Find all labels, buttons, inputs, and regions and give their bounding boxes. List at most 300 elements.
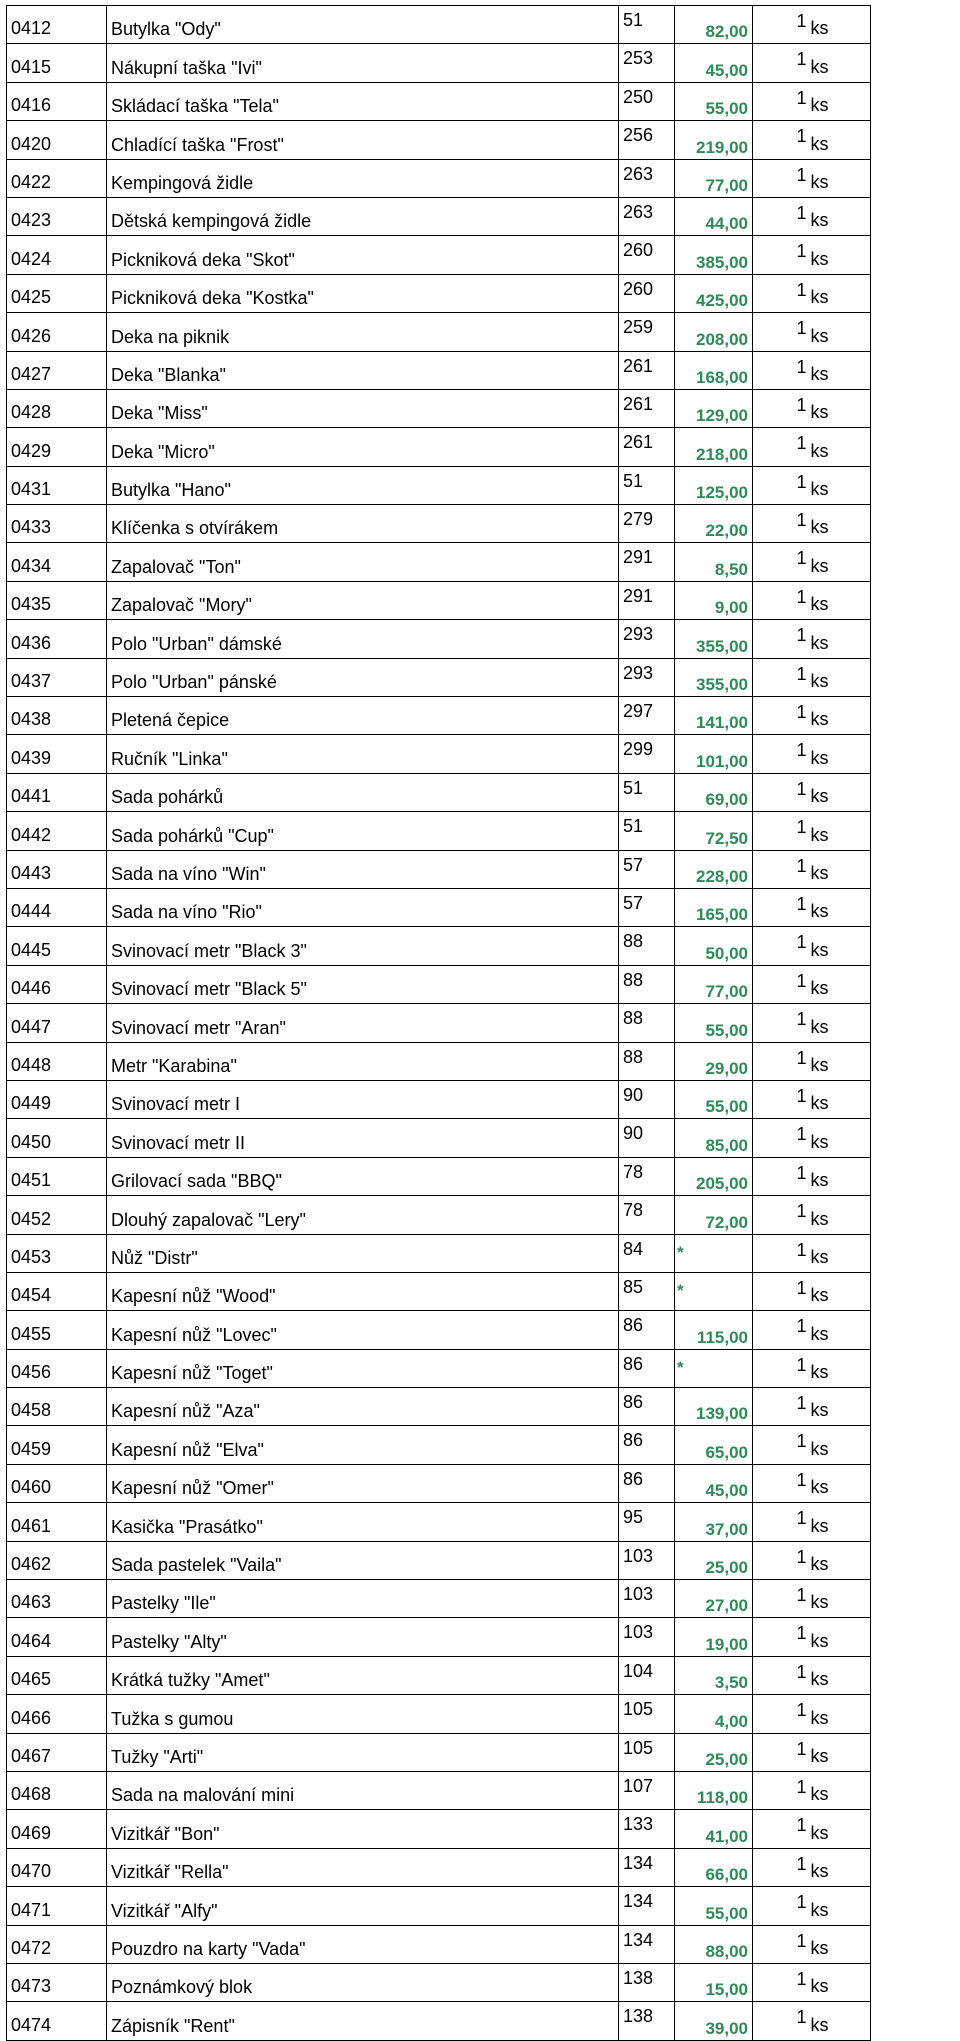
price-cell: 3,50 [675,1656,753,1694]
catalog-page-cell: 57 [619,850,675,888]
quantity-cell: 1 [753,1848,808,1886]
item-name-cell: Sada pohárků "Cup" [107,812,619,850]
catalog-page-cell: 51 [619,466,675,504]
table-row [7,1963,871,2001]
table-row [7,1925,871,1963]
item-name-cell: Zapalovač "Ton" [107,543,619,581]
item-name-cell: Kapesní nůž "Aza" [107,1388,619,1426]
catalog-page-cell: 103 [619,1618,675,1656]
quantity-cell: 1 [753,1004,808,1042]
unit-cell: ks [808,581,871,619]
item-name-cell: Pickniková deka "Skot" [107,236,619,274]
item-name-cell: Skládací taška "Tela" [107,82,619,120]
price-cell: 125,00 [675,466,753,504]
price-cell: 208,00 [675,313,753,351]
item-name-cell: Vizitkář "Rella" [107,1848,619,1886]
table-row [7,1695,871,1733]
item-code-cell: 0445 [7,927,107,965]
table-row [7,773,871,811]
table-row [7,1349,871,1387]
price-cell: 168,00 [675,351,753,389]
item-name-cell: Svinovací metr "Aran" [107,1004,619,1042]
unit-cell: ks [808,812,871,850]
unit-cell: ks [808,428,871,466]
price-cell: 65,00 [675,1426,753,1464]
item-name-cell: Metr "Karabina" [107,1042,619,1080]
unit-cell: ks [808,351,871,389]
item-name-cell: Svinovací metr "Black 3" [107,927,619,965]
table-row [7,1503,871,1541]
item-name-cell: Klíčenka s otvírákem [107,505,619,543]
price-cell: 72,00 [675,1196,753,1234]
quantity-cell: 1 [753,1272,808,1310]
item-code-cell: 0441 [7,773,107,811]
quantity-cell: 1 [753,1388,808,1426]
table-row [7,505,871,543]
table-row [7,6,871,44]
unit-cell: ks [808,1196,871,1234]
price-cell: 88,00 [675,1925,753,1963]
catalog-page-cell: 263 [619,159,675,197]
quantity-cell: 1 [753,1695,808,1733]
item-name-cell: Kapesní nůž "Omer" [107,1464,619,1502]
item-code-cell: 0453 [7,1234,107,1272]
unit-cell: ks [808,1695,871,1733]
item-code-cell: 0468 [7,1771,107,1809]
unit-cell: ks [808,1388,871,1426]
table-row [7,1004,871,1042]
table-row [7,1656,871,1694]
item-name-cell: Polo "Urban" pánské [107,658,619,696]
item-name-cell: Sada na víno "Rio" [107,888,619,926]
item-name-cell: Nákupní taška "Ivi" [107,44,619,82]
item-code-cell: 0451 [7,1157,107,1195]
item-name-cell: Zápisník "Rent" [107,2002,619,2040]
quantity-cell: 1 [753,351,808,389]
price-cell: 15,00 [675,1963,753,2001]
catalog-page-cell: 105 [619,1695,675,1733]
item-code-cell: 0426 [7,313,107,351]
unit-cell: ks [808,1848,871,1886]
price-cell: 41,00 [675,1810,753,1848]
table-row [7,1311,871,1349]
item-name-cell: Svinovací metr II [107,1119,619,1157]
table-row [7,1771,871,1809]
unit-cell: ks [808,44,871,82]
item-name-cell: Pouzdro na karty "Vada" [107,1925,619,1963]
catalog-page-cell: 103 [619,1541,675,1579]
catalog-page-cell: 291 [619,543,675,581]
quantity-cell: 1 [753,658,808,696]
table-row [7,1848,871,1886]
item-code-cell: 0433 [7,505,107,543]
quantity-cell: 1 [753,1426,808,1464]
price-cell: 355,00 [675,620,753,658]
item-code-cell: 0422 [7,159,107,197]
table-row [7,697,871,735]
item-code-cell: 0450 [7,1119,107,1157]
item-name-cell: Svinovací metr I [107,1080,619,1118]
unit-cell: ks [808,1503,871,1541]
unit-cell: ks [808,236,871,274]
item-code-cell: 0416 [7,82,107,120]
price-cell: 55,00 [675,1004,753,1042]
quantity-cell: 1 [753,1580,808,1618]
price-cell: 4,00 [675,1695,753,1733]
quantity-cell: 1 [753,1234,808,1272]
catalog-page-cell: 95 [619,1503,675,1541]
item-name-cell: Pastelky "Alty" [107,1618,619,1656]
table-row [7,1119,871,1157]
table-row [7,658,871,696]
item-name-cell: Kasička "Prasátko" [107,1503,619,1541]
table-row [7,812,871,850]
table-row [7,1464,871,1502]
quantity-cell: 1 [753,6,808,44]
quantity-cell: 1 [753,1157,808,1195]
price-cell: 141,00 [675,697,753,735]
catalog-page-cell: 134 [619,1925,675,1963]
unit-cell: ks [808,965,871,1003]
item-name-cell: Svinovací metr "Black 5" [107,965,619,1003]
quantity-cell: 1 [753,543,808,581]
catalog-page-cell: 293 [619,658,675,696]
item-name-cell: Chladící taška "Frost" [107,121,619,159]
quantity-cell: 1 [753,274,808,312]
item-code-cell: 0449 [7,1080,107,1118]
item-code-cell: 0465 [7,1656,107,1694]
table-row [7,2002,871,2040]
price-cell: 9,00 [675,581,753,619]
catalog-page-cell: 134 [619,1887,675,1925]
quantity-cell: 1 [753,965,808,1003]
table-row [7,351,871,389]
table-row [7,1810,871,1848]
item-code-cell: 0458 [7,1388,107,1426]
item-code-cell: 0470 [7,1848,107,1886]
table-row [7,121,871,159]
quantity-cell: 1 [753,44,808,82]
quantity-cell: 1 [753,620,808,658]
unit-cell: ks [808,466,871,504]
catalog-page-cell: 78 [619,1196,675,1234]
price-cell: 27,00 [675,1580,753,1618]
catalog-page-cell: 261 [619,389,675,427]
item-name-cell: Kempingová židle [107,159,619,197]
item-name-cell: Tužky "Arti" [107,1733,619,1771]
price-cell: 228,00 [675,850,753,888]
catalog-page-cell: 88 [619,1042,675,1080]
table-row [7,965,871,1003]
unit-cell: ks [808,1771,871,1809]
item-code-cell: 0444 [7,888,107,926]
catalog-page-cell: 253 [619,44,675,82]
item-code-cell: 0415 [7,44,107,82]
item-code-cell: 0473 [7,1963,107,2001]
unit-cell: ks [808,2002,871,2040]
price-cell: 45,00 [675,44,753,82]
item-code-cell: 0439 [7,735,107,773]
unit-cell: ks [808,773,871,811]
quantity-cell: 1 [753,389,808,427]
item-name-cell: Sada na malování mini [107,1771,619,1809]
catalog-page-cell: 86 [619,1349,675,1387]
price-cell: 355,00 [675,658,753,696]
item-code-cell: 0436 [7,620,107,658]
quantity-cell: 1 [753,1503,808,1541]
unit-cell: ks [808,82,871,120]
item-name-cell: Vizitkář "Alfy" [107,1887,619,1925]
unit-cell: ks [808,1234,871,1272]
quantity-cell: 1 [753,812,808,850]
quantity-cell: 1 [753,1887,808,1925]
price-cell: 218,00 [675,428,753,466]
price-cell: 55,00 [675,1080,753,1118]
table-row [7,389,871,427]
catalog-page-cell: 88 [619,1004,675,1042]
quantity-cell: 1 [753,159,808,197]
item-code-cell: 0463 [7,1580,107,1618]
quantity-cell: 1 [753,1464,808,1502]
catalog-page-cell: 134 [619,1848,675,1886]
unit-cell: ks [808,620,871,658]
table-row [7,1196,871,1234]
table-row [7,1234,871,1272]
item-name-cell: Krátká tužky "Amet" [107,1656,619,1694]
item-code-cell: 0471 [7,1887,107,1925]
unit-cell: ks [808,197,871,235]
catalog-page-cell: 263 [619,197,675,235]
unit-cell: ks [808,1464,871,1502]
item-code-cell: 0427 [7,351,107,389]
table-row [7,735,871,773]
unit-cell: ks [808,159,871,197]
catalog-page-cell: 261 [619,351,675,389]
catalog-page-cell: 88 [619,927,675,965]
unit-cell: ks [808,1541,871,1579]
unit-cell: ks [808,1349,871,1387]
table-row [7,1887,871,1925]
unit-cell: ks [808,1925,871,1963]
catalog-page-cell: 259 [619,313,675,351]
quantity-cell: 1 [753,850,808,888]
catalog-page-cell: 90 [619,1119,675,1157]
unit-cell: ks [808,1157,871,1195]
item-name-cell: Dětská kempingová židle [107,197,619,235]
item-name-cell: Butylka "Hano" [107,466,619,504]
unit-cell: ks [808,697,871,735]
item-code-cell: 0424 [7,236,107,274]
catalog-page-cell: 105 [619,1733,675,1771]
item-code-cell: 0431 [7,466,107,504]
price-cell: 44,00 [675,197,753,235]
quantity-cell: 1 [753,1196,808,1234]
item-name-cell: Zapalovač "Mory" [107,581,619,619]
item-name-cell: Kapesní nůž "Wood" [107,1272,619,1310]
price-cell: 139,00 [675,1388,753,1426]
table-row [7,1733,871,1771]
item-code-cell: 0452 [7,1196,107,1234]
table-row [7,82,871,120]
table-row [7,1388,871,1426]
price-cell: 8,50 [675,543,753,581]
unit-cell: ks [808,1656,871,1694]
price-cell: 19,00 [675,1618,753,1656]
catalog-page-cell: 51 [619,6,675,44]
table-row [7,274,871,312]
price-cell: * [675,1349,753,1387]
item-code-cell: 0423 [7,197,107,235]
quantity-cell: 1 [753,1541,808,1579]
item-name-cell: Vizitkář "Bon" [107,1810,619,1848]
quantity-cell: 1 [753,927,808,965]
catalog-page-cell: 107 [619,1771,675,1809]
unit-cell: ks [808,1887,871,1925]
price-cell: 72,50 [675,812,753,850]
item-code-cell: 0474 [7,2002,107,2040]
quantity-cell: 1 [753,773,808,811]
table-row [7,197,871,235]
unit-cell: ks [808,6,871,44]
item-code-cell: 0460 [7,1464,107,1502]
item-code-cell: 0429 [7,428,107,466]
table-row [7,1080,871,1118]
price-cell: 101,00 [675,735,753,773]
quantity-cell: 1 [753,1733,808,1771]
unit-cell: ks [808,888,871,926]
table-row [7,1157,871,1195]
item-code-cell: 0447 [7,1004,107,1042]
price-cell: 165,00 [675,888,753,926]
quantity-cell: 1 [753,1042,808,1080]
table-row [7,620,871,658]
item-name-cell: Dlouhý zapalovač "Lery" [107,1196,619,1234]
catalog-page-cell: 260 [619,236,675,274]
unit-cell: ks [808,1272,871,1310]
table-row [7,236,871,274]
item-code-cell: 0455 [7,1311,107,1349]
price-cell: 118,00 [675,1771,753,1809]
price-cell: 22,00 [675,505,753,543]
item-name-cell: Grilovací sada "BBQ" [107,1157,619,1195]
price-cell: 29,00 [675,1042,753,1080]
table-row [7,159,871,197]
catalog-page-cell: 85 [619,1272,675,1310]
item-name-cell: Pickniková deka "Kostka" [107,274,619,312]
item-name-cell: Butylka "Ody" [107,6,619,44]
price-cell: 385,00 [675,236,753,274]
table-row [7,1580,871,1618]
table-row [7,466,871,504]
quantity-cell: 1 [753,1119,808,1157]
quantity-cell: 1 [753,1080,808,1118]
item-code-cell: 0456 [7,1349,107,1387]
quantity-cell: 1 [753,197,808,235]
quantity-cell: 1 [753,428,808,466]
item-name-cell: Deka na piknik [107,313,619,351]
price-cell: 129,00 [675,389,753,427]
quantity-cell: 1 [753,1656,808,1694]
table-row [7,1541,871,1579]
quantity-cell: 1 [753,1963,808,2001]
item-code-cell: 0466 [7,1695,107,1733]
catalog-page-cell: 138 [619,2002,675,2040]
item-name-cell: Kapesní nůž "Elva" [107,1426,619,1464]
catalog-page-cell: 57 [619,888,675,926]
unit-cell: ks [808,850,871,888]
price-cell: 205,00 [675,1157,753,1195]
unit-cell: ks [808,1004,871,1042]
quantity-cell: 1 [753,236,808,274]
unit-cell: ks [808,1733,871,1771]
table-row [7,888,871,926]
table-row [7,1272,871,1310]
table-row [7,313,871,351]
item-name-cell: Kapesní nůž "Lovec" [107,1311,619,1349]
price-cell: 85,00 [675,1119,753,1157]
item-name-cell: Kapesní nůž "Toget" [107,1349,619,1387]
table-row [7,428,871,466]
unit-cell: ks [808,121,871,159]
item-name-cell: Tužka s gumou [107,1695,619,1733]
catalog-page-cell: 51 [619,812,675,850]
price-cell: 425,00 [675,274,753,312]
unit-cell: ks [808,543,871,581]
catalog-page-cell: 261 [619,428,675,466]
catalog-page-cell: 84 [619,1234,675,1272]
catalog-page-cell: 78 [619,1157,675,1195]
item-code-cell: 0454 [7,1272,107,1310]
item-code-cell: 0420 [7,121,107,159]
item-name-cell: Pastelky "Ile" [107,1580,619,1618]
item-name-cell: Deka "Blanka" [107,351,619,389]
unit-cell: ks [808,1119,871,1157]
item-code-cell: 0448 [7,1042,107,1080]
item-code-cell: 0434 [7,543,107,581]
quantity-cell: 1 [753,1771,808,1809]
item-code-cell: 0467 [7,1733,107,1771]
price-cell: 77,00 [675,159,753,197]
quantity-cell: 1 [753,735,808,773]
quantity-cell: 1 [753,1925,808,1963]
catalog-page-cell: 256 [619,121,675,159]
quantity-cell: 1 [753,505,808,543]
item-code-cell: 0472 [7,1925,107,1963]
price-list-body [7,6,871,2041]
unit-cell: ks [808,658,871,696]
item-code-cell: 0459 [7,1426,107,1464]
unit-cell: ks [808,1080,871,1118]
catalog-page-cell: 260 [619,274,675,312]
table-row [7,1042,871,1080]
catalog-page-cell: 86 [619,1464,675,1502]
item-code-cell: 0438 [7,697,107,735]
item-code-cell: 0462 [7,1541,107,1579]
item-name-cell: Sada pohárků [107,773,619,811]
price-cell: 25,00 [675,1733,753,1771]
catalog-page-cell: 104 [619,1656,675,1694]
item-code-cell: 0428 [7,389,107,427]
price-cell: 219,00 [675,121,753,159]
catalog-page-cell: 297 [619,697,675,735]
item-code-cell: 0425 [7,274,107,312]
item-code-cell: 0435 [7,581,107,619]
item-code-cell: 0469 [7,1810,107,1848]
catalog-page-cell: 279 [619,505,675,543]
item-code-cell: 0461 [7,1503,107,1541]
unit-cell: ks [808,313,871,351]
price-cell: 55,00 [675,82,753,120]
